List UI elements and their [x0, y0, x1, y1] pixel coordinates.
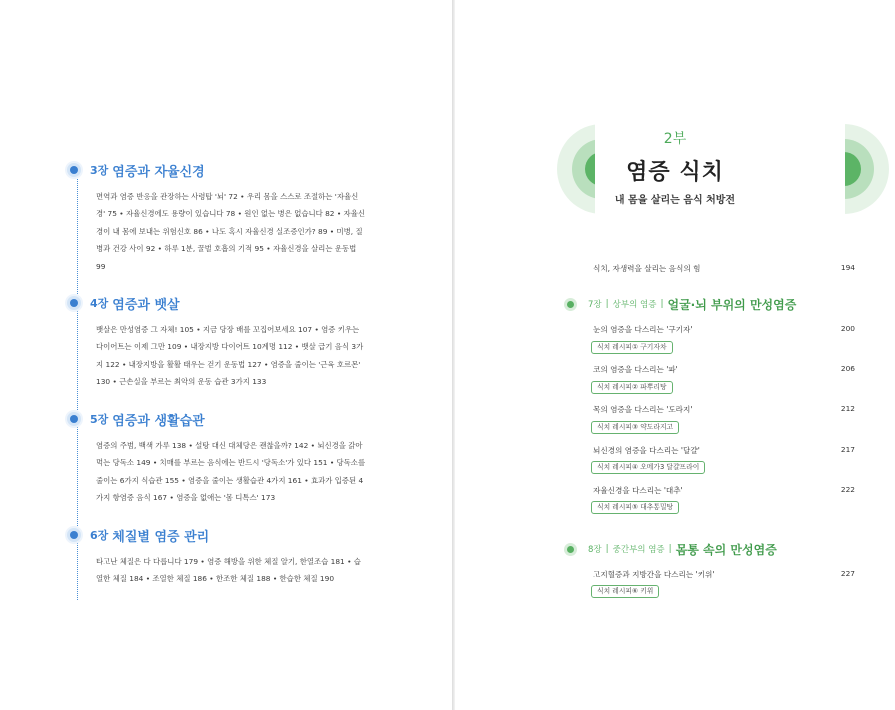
- timeline-dot: [70, 531, 78, 539]
- recipe-tag: 식치 레시피① 구기자차: [591, 341, 673, 354]
- section-subtitle: 중간부의 염증: [612, 545, 665, 555]
- section-title: 몸통 속의 만성염증: [675, 542, 777, 557]
- entry-text: 코의 염증을 다스리는 '파': [593, 365, 678, 374]
- toc-entry-intro: [593, 263, 855, 274]
- chapter-title: 체질별 염증 관리: [112, 529, 210, 545]
- recipe-tag: 식치 레시피④ 오메가3 달걀프라이: [591, 461, 705, 474]
- entry-text: 자율신경을 다스리는 '대추': [593, 486, 683, 495]
- section-number: 7장: [588, 300, 602, 310]
- recipe-tag: 식치 레시피⑤ 대추통밀탕: [591, 501, 679, 514]
- toc-entry: [593, 364, 855, 375]
- toc-entry: [593, 485, 855, 496]
- recipe-tag: 식치 레시피⑥ 키위: [591, 585, 659, 598]
- chapter-contents: 뱃살은 만성염증 그 자체! 105 • 지금 당장 배를 꼬집어보세요 107 • 염증 키우는 다이어트는 이제 그만 109 • 내장지방 다이어트 10계명 112 • 뱃살 급기 음식 3가지 122 • 내장지방을 활활 태우는 걷기 운동법 127 • 염증을 줄이는 '근육 호르몬' 130 • 근손실을 부르는 최악의 운동 습관 3가지 133: [96, 325, 364, 387]
- chapter-5: [70, 409, 370, 507]
- section-number: 8장: [588, 545, 602, 555]
- section-title: 얼굴·뇌 부위의 만성염증: [667, 297, 797, 312]
- timeline-dot: [70, 166, 78, 174]
- entry-page: 217: [840, 445, 855, 454]
- timeline-dot: [70, 299, 78, 307]
- section-separator: |: [660, 299, 664, 309]
- timeline-dot: [70, 415, 78, 423]
- section-8-heading: [567, 541, 777, 557]
- right-page: [455, 0, 895, 710]
- entry-page: 212: [840, 404, 855, 413]
- chapter-3: [70, 160, 370, 275]
- toc-entry: [593, 404, 855, 415]
- chapter-title: 염증과 자율신경: [112, 164, 205, 180]
- chapter-number: 6장: [90, 529, 109, 542]
- section-7-heading: [567, 296, 796, 312]
- entry-text: 눈의 염증을 다스리는 '구기자': [593, 325, 693, 334]
- entry-text: 식치, 자생력을 살리는 음식의 힘: [593, 264, 701, 273]
- toc-entry: [593, 569, 855, 580]
- toc-entry: [593, 324, 855, 335]
- section-subtitle: 상부의 염증: [612, 300, 657, 310]
- entry-page: 227: [840, 569, 855, 578]
- section-separator: |: [668, 544, 672, 554]
- section-separator: |: [605, 544, 609, 554]
- section-dot: [567, 301, 574, 308]
- entry-page: 194: [840, 263, 855, 272]
- chapter-number: 5장: [90, 413, 109, 426]
- chapter-number: 4장: [90, 297, 109, 310]
- recipe-tag: 식치 레시피② 파뿌리탕: [591, 381, 673, 394]
- entry-text: 뇌신경의 염증을 다스리는 '달걀': [593, 446, 700, 455]
- part-label: 2부: [663, 131, 687, 147]
- chapter-number: 3장: [90, 164, 109, 177]
- part-subtitle: 내 몸을 살리는 음식 처방전: [614, 195, 736, 206]
- toc-entry: [593, 445, 855, 456]
- entry-text: 고지혈증과 지방간을 다스리는 '키위': [593, 570, 715, 579]
- part-title: 염증 식치: [626, 160, 724, 185]
- chapter-title: 염증과 생활습관: [112, 413, 205, 429]
- entry-page: 206: [840, 364, 855, 373]
- entry-text: 목의 염증을 다스리는 '도라지': [593, 405, 693, 414]
- section-separator: |: [605, 299, 609, 309]
- entry-page: 222: [840, 485, 855, 494]
- section-dot: [567, 546, 574, 553]
- chapter-contents: 타고난 체질은 다 다릅니다 179 • 염증 해방을 위한 체질 알기, 한열조습 181 • 습열한 체질 184 • 조열한 체질 186 • 한조한 체질 188 • 한습한 체질 190: [96, 557, 361, 584]
- recipe-tag: 식치 레시피③ 약도라지고: [591, 421, 679, 434]
- chapter-4: [70, 293, 370, 391]
- chapter-contents: 염증의 주범, 백색 가루 138 • 설탕 대신 대체당은 괜찮을까? 142 • 뇌신경을 갉아 먹는 당독소 149 • 치매를 부르는 음식에는 반드시 '당독소'가 있다 151 • 당독소를 줄이는 6가지 식습관 155 • 염증을 줄이는 생활습관 4가지 161 • 효과가 입증된 4가지 항염증 음식 167 • 염증을 없애는 '몸 디톡스' 173: [96, 441, 366, 503]
- entry-page: 200: [840, 324, 855, 333]
- chapter-contents: 면역과 염증 반응을 관장하는 사령탑 '뇌' 72 • 우리 몸을 스스로 조절하는 '자율신경' 75 • 자율신경에도 용량이 있습니다 78 • 원인 없는 병은 없습니다 82 • 자율신경이 내 몸에 보내는 위험신호 86 • 나도 혹시 자율신경 실조증인가? 89 • 미병, 질병과 건강 사이 92 • 하루 1분, 꿀벌 호흡의 기적 95 • 자율신경을 살리는 운동법 99: [96, 192, 365, 271]
- chapter-title: 염증과 뱃살: [112, 297, 180, 313]
- chapter-6: [70, 525, 370, 588]
